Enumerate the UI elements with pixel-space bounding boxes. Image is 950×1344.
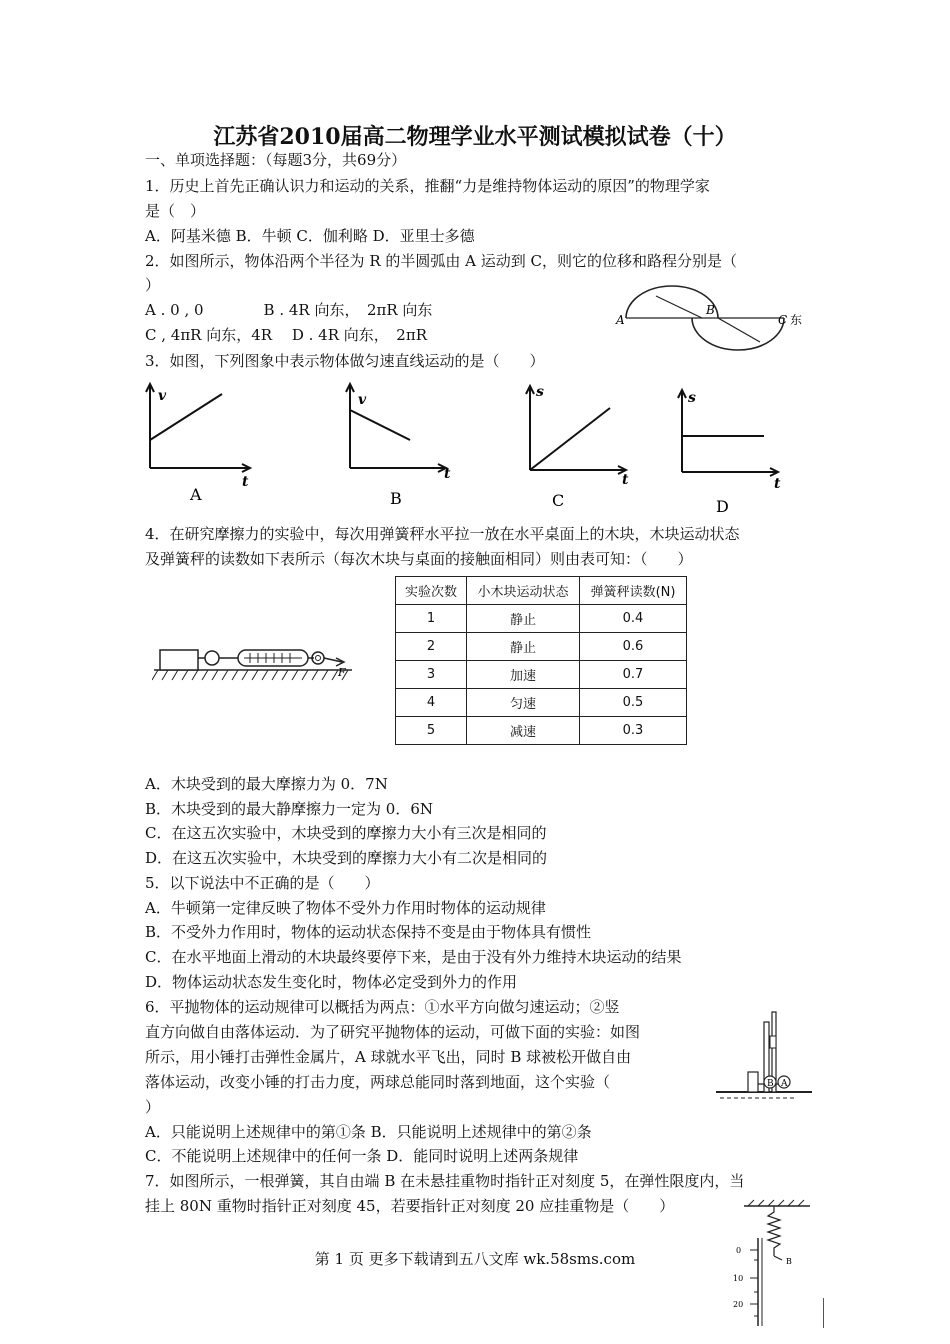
q4-force-label: F: [338, 666, 346, 679]
q4-cell: 减速: [467, 717, 580, 745]
q5-option-c: C．在水平地面上滑动的木块最终要停下来，是由于没有外力维持木块运动的结果: [145, 948, 682, 966]
q3-d-label: D: [716, 497, 729, 516]
q7-tick-label: 20: [733, 1300, 744, 1309]
q3-graphs-figure: [140, 380, 820, 520]
q2-options-cd: C , 4πR 向东，4R D . 4R 向东， 2πR: [145, 326, 427, 344]
q7-tick-label: 10: [733, 1274, 744, 1283]
q3-a-xlabel: t: [242, 474, 249, 490]
q4-option-d: D．在这五次实验中，木块受到的摩擦力大小有二次是相同的: [145, 849, 548, 867]
q3-d-ylabel: s: [688, 390, 696, 406]
q1-options: A．阿基米德 B．牛顿 C．伽利略 D．亚里士多德: [145, 227, 475, 245]
q4-option-a: A．木块受到的最大摩擦力为 0．7N: [145, 775, 388, 793]
section-heading: 一、单项选择题：（每题3分，共69分）: [145, 151, 407, 169]
q3-a-label: A: [190, 485, 202, 504]
q3-b-label: B: [390, 489, 402, 508]
q3-b-xlabel: t: [444, 466, 451, 482]
q4-stem: 4．在研究摩擦力的实验中，每次用弹簧秤水平拉一放在水平桌面上的木块，木块运动状态: [145, 525, 740, 543]
q4-cell: 加速: [467, 661, 580, 689]
q6-text-line: ）: [145, 1098, 161, 1116]
q2-label-a: A: [616, 313, 625, 327]
q4-stem-cont: 及弹簧秤的读数如下表所示（每次木块与桌面的接触面相同）则由表可知：（ ）: [145, 550, 693, 568]
q4-cell: 匀速: [467, 689, 580, 717]
q2-label-c: C: [778, 313, 788, 327]
table-row: [396, 605, 687, 633]
q7-stem: 7．如图所示，一根弹簧，其自由端 B 在未悬挂重物时指针正对刻度 5，在弹性限度内，当: [145, 1172, 745, 1190]
table-row: [396, 717, 687, 745]
q3-graph-b: [346, 384, 451, 508]
q4-table-header: 弹簧秤读数(N): [580, 577, 687, 605]
q4-cell: 0.3: [580, 717, 687, 745]
q6-text-line: 6．平抛物体的运动规律可以概括为两点：①水平方向做匀速运动；②竖: [145, 998, 620, 1016]
q3-graph-a: [146, 384, 250, 504]
q4-cell: 3: [396, 661, 467, 689]
q4-cell: 4: [396, 689, 467, 717]
q6-apparatus-figure: [712, 1008, 822, 1104]
q3-d-xlabel: t: [774, 476, 781, 492]
q4-table-header: 小木块运动状态: [467, 577, 580, 605]
q4-cell: 0.5: [580, 689, 687, 717]
q3-graph-c: [526, 384, 629, 510]
q1-stem-cont: 是（ ）: [145, 202, 206, 220]
q4-cell: 1: [396, 605, 467, 633]
q6-text-line: 直方向做自由落体运动．为了研究平抛物体的运动，可做下面的实验：如图: [145, 1023, 641, 1041]
q3-b-ylabel: v: [358, 392, 367, 408]
q2-stem-cont: ）: [145, 276, 161, 294]
q2-label-b: B: [706, 303, 715, 317]
q6-ball-a-label: A: [781, 1079, 788, 1089]
q5-option-d: D．物体运动状态发生变化时，物体必定受到外力的作用: [145, 973, 518, 991]
page-title: 江苏省2010届高二物理学业水平测试模拟试卷（十）: [213, 124, 737, 150]
q1-stem: 1．历史上首先正确认识力和运动的关系，推翻“力是维持物体运动的原因”的物理学家: [145, 177, 710, 195]
page-edge-mark: [823, 1298, 824, 1328]
q5-option-a: A．牛顿第一定律反映了物体不受外力作用时物体的运动规律: [145, 899, 546, 917]
q4-cell: 0.7: [580, 661, 687, 689]
q7-tick-label: 0: [736, 1246, 742, 1255]
q2-semicircle-figure: [612, 282, 812, 354]
q4-cell: 5: [396, 717, 467, 745]
q4-cell: 0.4: [580, 605, 687, 633]
q4-data-table: [395, 576, 687, 745]
q3-graph-d: [678, 390, 781, 516]
table-row: [396, 661, 687, 689]
q6-options-cd: C．不能说明上述规律中的任何一条 D．能同时说明上述两条规律: [145, 1147, 579, 1165]
q2-label-east: 东: [790, 313, 803, 327]
q3-a-ylabel: v: [158, 388, 167, 404]
q6-ball-b-label: B: [767, 1079, 774, 1089]
q5-option-b: B．不受外力作用时，物体的运动状态保持不变是由于物体具有惯性: [145, 923, 592, 941]
table-row: [396, 689, 687, 717]
q4-option-b: B．木块受到的最大静摩擦力一定为 0．6N: [145, 800, 434, 818]
q7-pointer-label: B: [786, 1257, 792, 1266]
q3-c-xlabel: t: [622, 472, 629, 488]
q4-spring-scale-figure: [152, 636, 362, 686]
q2-options-ab: A . 0 , 0 B . 4R 向东， 2πR 向东: [145, 301, 433, 319]
q6-text-line: 所示，用小锤打击弹性金属片，A 球就水平飞出，同时 B 球被松开做自由: [145, 1048, 632, 1066]
q4-cell: 0.6: [580, 633, 687, 661]
q2-stem: 2．如图所示，物体沿两个半径为 R 的半圆弧由 A 运动到 C，则它的位移和路程分别是（: [145, 252, 737, 270]
table-row: [396, 633, 687, 661]
q3-stem: 3．如图，下列图象中表示物体做匀速直线运动的是（ ）: [145, 352, 545, 370]
q3-c-label: C: [552, 491, 565, 510]
q4-cell: 静止: [467, 605, 580, 633]
q4-table-header: 实验次数: [396, 577, 467, 605]
q4-data-table-wrapper: [395, 576, 687, 745]
q5-stem: 5．以下说法中不正确的是（ ）: [145, 874, 380, 892]
q4-cell: 2: [396, 633, 467, 661]
q3-c-ylabel: s: [536, 384, 544, 400]
page-footer: 第 1 页 更多下载请到五八文库 wk.58sms.com: [314, 1250, 636, 1268]
q6-options-ab: A．只能说明上述规律中的第①条 B．只能说明上述规律中的第②条: [145, 1123, 592, 1141]
q7-stem-cont: 挂上 80N 重物时指针正对刻度 45，若要指针正对刻度 20 应挂重物是（ ）: [145, 1197, 675, 1215]
q6-text-line: 落体运动，改变小锤的打击力度，两球总能同时落到地面，这个实验（: [145, 1073, 611, 1091]
q4-option-c: C．在这五次实验中，木块受到的摩擦力大小有三次是相同的: [145, 824, 547, 842]
q4-cell: 静止: [467, 633, 580, 661]
